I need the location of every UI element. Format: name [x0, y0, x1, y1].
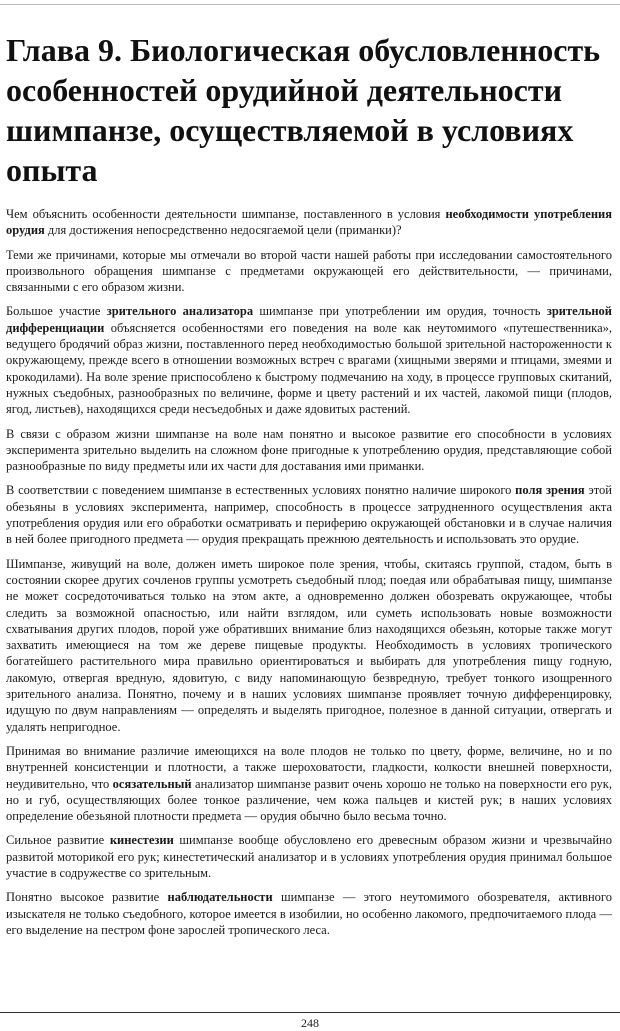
- top-rule: [0, 4, 620, 5]
- paragraph-6: Шимпанзе, живущий на воле, должен иметь широкое поле зрения, чтобы, скитаясь группой, стадом, быть в состоянии скорее других сочленов группы усмотреть съедобный плод; поедая или обрабатывая пищу, шимпанзе не может сосредоточиваться только на этом акте, а одновременно должен обозревать окружающее, чтобы следить за возможной опасностью, или найти взглядом, или суметь использовать новые возможности схватывания других плодов, порой уже обративших внимание близ находящихся обезьян, которые также могут захватить имеющиеся на том же дереве пищевые продукты. Необходимость в условиях тропического богатейшего растительного мира правильно ориентироваться и выбирать для употребления пищу годную, лакомую, отвергая вредную, ядовитую, с виду напоминающую безвредную, требует тонкого изощренного зрительного анализа. Понятно, почему и в наших условиях шимпанзе проявляет точную дифференцировку, идущую по двум направлениям — определять и выделять пригодное, полезное в данной ситуации, отвергать и удалять непригодное.: [6, 556, 612, 734]
- paragraph-1: Чем объяснить особенности деятельности шимпанзе, поставленного в условия необходимости употребления орудия для достижения непосредственно недосягаемой цели (приманки)?: [6, 207, 612, 238]
- paragraph-7: Принимая во внимание различие имеющихся на воле плодов не только по цвету, форме, величине, но и по внутренней консистенции и плотности, а также шероховатости, гладкости, колкости внешней поверхности, неудивительно, что осязательный анализатор шимпанзе развит очень хорошо не только на поверхности его рук, но и губ, осуществляющих более тонкое различение, чем кожа пальцев и кистей рук; в наших условиях определение обезьяной плотности предмета — орудия обычно было весьма точно.: [6, 743, 612, 824]
- paragraph-8: Сильное развитие кинестезии шимпанзе вообще обусловлено его древесным образом жизни и чрезвычайно развитой моторикой его рук; кинестетический анализатор и в условиях употребления орудия принимал большое участие в содружестве со зрительным.: [6, 833, 612, 880]
- chapter-title: Глава 9. Биологическая обусловленность особенностей орудийной деятельности шимпанзе, осуществляемой в условиях опыта: [6, 32, 601, 188]
- paragraph-4: В связи с образом жизни шимпанзе на воле нам понятно и высокое развитие его способности в условиях эксперимента зрительно выделить на сложном фоне пригодные к употреблению орудия, представляющие собой разнообразные по виду предметы или их части для доставания ими приманки.: [6, 426, 612, 474]
- paragraph-5: В соответствии с поведением шимпанзе в естественных условиях понятно наличие широкого поля зрения этой обезьяны в условиях эксперимента, например, способность в процессе затрудненного осуществления акта употребления орудия или его обработки осматривать и периферию окружающей обстановки и в случае наличия в ней более пригодного предмета — орудия прекращать прежнюю деятельность и использовать это орудие.: [6, 483, 612, 547]
- body-text: [6, 206, 612, 946]
- paragraph-3: Большое участие зрительного анализатора шимпанзе при употреблении им орудия, точность зрительной дифференциации объясняется особенностями его поведения на воле как неутомимого «путешественника», ведущего бродячий образ жизни, поставленного перед необходимостью большой зрительной настороженности к окружающему, прежде всего в отношении возможных встреч с врагами (хищными зверями и птицами, змеями и крокодилами). На воле зрение приспособлено к быстрому подмечанию на ходу, в процессе групповых скитаний, нужных съедобных, разнообразных по величине, форме и цвету растений и их частей, лакомой пищи (плодов, ягод, листьев), находящихся среди несъедобных и даже ядовитых растений.: [6, 304, 612, 417]
- bottom-rule: [0, 1012, 620, 1013]
- paragraph-2: Теми же причинами, которые мы отмечали во второй части нашей работы при исследовании самостоятельного произвольного обращения шимпанзе с предметами окружающей его действительности, — причинами, связанными с его образом жизни.: [6, 247, 612, 295]
- paragraph-9: Понятно высокое развитие наблюдательности шимпанзе — этого неутомимого обозревателя, активного изыскателя не только съедобного, которое имеется в изобилии, но особенно лакомого, предпочитаемого плода — его выделение на пестром фоне зарослей тропического леса.: [6, 890, 612, 937]
- page-number: 248: [301, 1016, 319, 1030]
